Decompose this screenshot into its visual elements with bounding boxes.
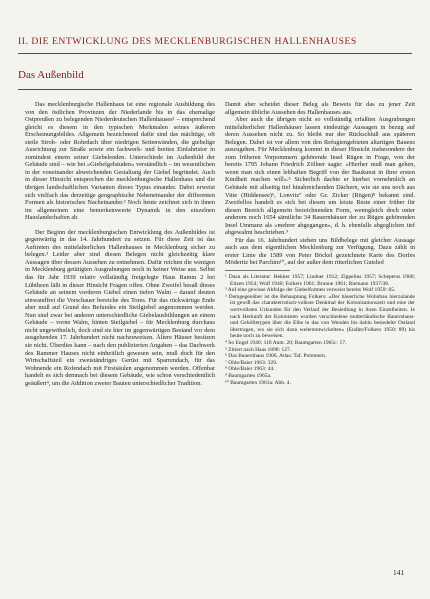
footnote: ⁷ Ohle/Baier 1963: 329.: [225, 359, 278, 366]
footnote: ⁶ Das Bauernhaus 1906, Atlas: Taf. Pommern.: [225, 353, 327, 360]
footnote: ¹ Dazu als Literatur: Hekker 1957; Lindner 1912; Zippelius 1957; Scheperss 1960; Eitzen 1954; Wolf 1940; Folkers 1961; Brunne 1961; Riemann 1937/38.: [225, 274, 415, 287]
footnote: ⁹ Baumgarten 1965a.: [225, 372, 272, 379]
paragraph: Aber auch die übrigen nicht so vollständig erfaßten Ausgrabungen mittelalterlicher Hallenhäuser lassen eindeutige Aussagen in bezug auf deren Aussehen nicht zu. So bleibt nur der Rückschluß aus späteren Belegen. Dabei ist vor allem von den Refugiengebieten altartigen Bauens auszugehen. Für Mecklenburg kommt in dieser Hinsicht insbesondere der zum früheren Vorpommern gehörende Insel Rügen in Frage, von der bereits 1795 Johann Friedrich Zöllner sagte: »Hierher muß man gehen, wenn man sich einen lebhaften Begriff von der Baukunst in ihrer ersten Kindheit machen will«.⁵ Sicherlich dachte er hierbei vornehmlich an Gebäude mit allseitig tief hinabreichenden Dächern, wie sie uns noch aus Vitte (Hiddensee)⁶, Lonvitz⁷ oder Gr. Zicker (Rügen)⁸ bekannt sind. Zweifellos handelt es sich bei diesen um letzte Reste einer früher für diesen Bereich allgemein bezeichnenden Form, wenngleich doch unter anderem noch 1654 sämtliche 34 Bauernhäuser der zu Rügen gehörenden Insel Ummanz als »mehrer abgegangen«, d. h. ebenfalls abgeglichen tief abgewalmt beschrieben.⁹: [225, 116, 415, 237]
paragraph: Damit aber scheidet dieser Beleg als Beweis für das zu jener Zeit allgemein übliche Aussehen des Hallenhauses aus.: [225, 101, 415, 116]
footnote-divider: [225, 270, 290, 271]
footnote: ² Auf eine gewisse Abfolge der Giebelformen verweist bereits Wolf 1959: 65.: [225, 287, 396, 294]
footnote: ⁸ Ohle/Baier 1963: 44.: [225, 366, 275, 373]
paragraph: Der Beginn der mecklenburgischen Entwicklung des Außenbildes ist gegenwärtig in das 14. Jahrhundert zu setzen. Für diese Zeit ist das Auftreten des mittelalterlichen Hallenhauses in Mecklenburg sicher zu belegen.³ Leider aber sind diesen Belegen nicht gleichzeitig klare Aussagen über dessen Aussehen zu entnehmen. Dafür reichen die wenigen in Mecklenburg getätigten Ausgrabungen noch in keiner Weise aus. Selbst das für Jahr 1939 relativ vollständig freigelegte Haus Ramm 2 bei Lübtheen läßt in dieser Hinsicht Fragen offen. Ohne Zweifel besaß dieses Gebäude an seinem vorderen Giebel einen tiefen Walm – darauf deuten einwandfrei die Vorschauer bereiche des Tores. Für das rückwärtige Ende aber muß auf Grund des Befundes ein Steilgiebel angenommen werden. Nun sind zwar bei anderen unterschiedliche Giebelausbildungen an einem Gebäude – vorne Walm, hinten Steilgiebel – für Mecklenburg durchaus nicht ungewöhnlich, doch sind sie hier im gegenwärtigen Bestand vor dem ausgehenden 17. Jahrhundert nicht nachzuweisen. Ältere Häuser besitzen sie nicht. Überdies kann – nach den publizierten Angaben – das Dachwerk des Rammer Hauses nicht einheitlich gewesen sein, muß doch für den Wirtschaftsteil ein zweiständriges Gerüst mit Sparrendach, für das Wohnende ein Rofendach mit Firstsäulen angenommen werden. Offenbar handelt es sich demnach bei diesem Gebäude, wie schon verschiedentlich geäußert⁴, um die Addition zweier Bauten unterschiedlicher Tradition.: [25, 228, 215, 387]
chapter-title: II. DIE ENTWICKLUNG DES MECKLENBURGISCHEN HALLENHAUSES: [18, 36, 357, 47]
left-column: [25, 101, 215, 387]
footnote: ¹⁰ Baumgarten 1961a: Abb. 4.: [225, 379, 291, 386]
paragraph: Für das 16. Jahrhundert stehen uns Bildbelege mit gleicher Aussage auch aus dem eigentlichen Mecklenburg zur Verfügung. Dazu zählt in erster Linie die 1589 von Peter Böckel gezeichnete Karte des Dorfes Möderitz bei Parchim¹⁰, auf der außer dem ritterlichen Gutshof: [225, 236, 415, 267]
header-rule-bottom: [18, 89, 412, 90]
right-column: [225, 101, 415, 386]
footnotes: [225, 270, 415, 386]
page-number: 141: [393, 568, 405, 577]
footnote: ³ Demgegenüber ist die Behauptung Folkers: »Der bäuerliche Wohnbau hierzulande ist gewiß das charakteristisch-volkste Denkmal der Kolonisationszeit und eine der wertvollsten Urkunden für den Verlauf der Besiedlung in ihren Einzelheiten. Je nach Herkunft der Kolonisten wurden verschiedene mutterländische Bauernhaus- und Gehöftetypen über die Elbe in das von Wenden bis dahin besiedelte Ostland übertragen, wo sie sich dann weiterentwickelten« (Endler/Folkers 1950: 89) bis heute noch zu beweisen.: [225, 293, 415, 340]
section-title: Das Außenbild: [18, 69, 84, 81]
footnote: ⁵ Zitiert nach Haas 1898: 127.: [225, 346, 292, 353]
footnote: ⁴ So Engel 1940: 118 Anm. 20; Baumgarten 1965c: 17.: [225, 339, 347, 346]
header-rule-top: [18, 53, 412, 54]
paragraph: Das mecklenburgische Hallenhaus ist eine regionale Ausbildung des von den östlichen Provinzen der Niederlande bis in das ehemalige Ostpreußen zu belegenden Niederdeutschen Hallenhauses¹ – entsprechend gleicht es diesem in den typischen Merkmalen seines äußeren Erscheinungsbildes. Allgemein bezeichnend dafür sind das mächtige, oft steile Stroh- oder Rohrdach über niedrigen Seitenwänden, die giebelige Ausrichtung zur Straße sowie ein fachwerk- und breites Einfahrtstor in zumindest einem seiner Giebelenden. Unterschiede im Außenbild der Gebäude sind – wie bei »Giebelgebäuden« verständlich – im wesentlichen in der voneinander abweichenden Gestaltung der Giebel begründet. Auch in dieser Hinsicht entsprechen die mecklenburgische Hallenhaus und die übrigen landschaftlichen Varianten dieses Typus einander. Dabei erweist sich vielfach das derzeitige geographische Nebeneinander der differenten Formen als historisches Nacheinander.² Noch heute zeichnet sich in ihnen im allgemeinen eine bemerkenswerte Dynamik in den einzelnen Hauslandschaften ab.: [25, 101, 215, 222]
